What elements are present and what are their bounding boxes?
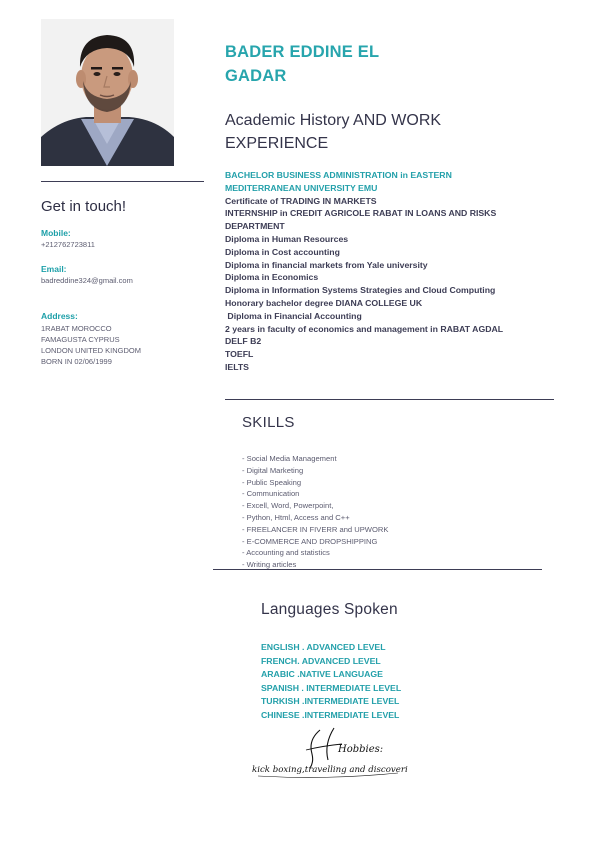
address-line: LONDON UNITED KINGDOM	[41, 346, 142, 355]
history-title: Academic History AND WORK EXPERIENCE	[225, 112, 442, 152]
skills-divider	[213, 569, 542, 570]
language-item: SPANISH . INTERMEDIATE LEVEL	[261, 682, 402, 693]
hobbies-signature	[248, 726, 408, 782]
skill-item: - Communication	[242, 489, 300, 499]
mobile-label: Mobile:	[41, 228, 71, 238]
history-item: TOEFL	[225, 349, 254, 360]
skill-item: - FREELANCER IN FIVERR and UPWORK	[242, 524, 389, 534]
skills-title: SKILLS	[242, 414, 295, 431]
language-item: FRENCH. ADVANCED LEVEL	[261, 655, 381, 666]
skill-item: - Social Media Management	[242, 454, 337, 463]
email-label: Email:	[41, 264, 67, 274]
history-item: Diploma in Human Resources	[225, 233, 349, 244]
address-block	[41, 323, 141, 367]
candidate-name: BADER EDDINE EL GADAR	[225, 43, 379, 85]
history-divider	[225, 399, 554, 400]
history-item: DEPARTMENT	[225, 221, 285, 232]
languages-title: Languages Spoken	[261, 601, 398, 618]
language-item: ENGLISH . ADVANCED LEVEL	[261, 642, 386, 652]
mobile-value: +212762723811	[41, 240, 95, 249]
history-item: Diploma in Economics	[225, 272, 319, 283]
skill-item: - Python, Html, Access and C++	[242, 512, 350, 522]
history-item: Diploma in Financial Accounting	[225, 310, 362, 321]
skill-item: - Public Speaking	[242, 477, 302, 487]
history-item: Diploma in financial markets from Yale university	[225, 259, 428, 270]
skill-item: - Writing articles	[242, 560, 297, 570]
hobbies-title: Hobbies:	[338, 744, 384, 755]
history-item: Diploma in Information Systems Strategies and Cloud Computing	[225, 285, 496, 296]
address-line: FAMAGUSTA CYPRUS	[41, 335, 120, 344]
left-divider	[41, 181, 204, 182]
email-value: badreddine324@gmail.com	[41, 276, 133, 285]
history-item: BACHELOR BUSINESS ADMINISTRATION in EASTERN	[225, 170, 452, 180]
history-item: Certificate of TRADING IN MARKETS	[225, 195, 377, 206]
skills-list	[242, 453, 502, 571]
contact-title: Get in touch!	[41, 198, 127, 215]
languages-list	[261, 641, 521, 722]
skill-item: - Digital Marketing	[242, 465, 304, 475]
language-item: ARABIC .NATIVE LANGUAGE	[261, 669, 383, 679]
history-item: MEDITERRANEAN UNIVERSITY EMU	[225, 182, 378, 193]
language-item: CHINESE .INTERMEDIATE LEVEL	[261, 709, 400, 720]
hobbies-text: kick boxing,travelling and discovering	[252, 765, 408, 775]
profile-photo	[41, 19, 174, 166]
history-item: IELTS	[225, 361, 249, 372]
history-item: Diploma in Cost accounting	[225, 246, 340, 257]
history-list	[225, 169, 560, 374]
language-item: TURKISH .INTERMEDIATE LEVEL	[261, 696, 400, 706]
address-line: BORN IN 02/06/1999	[41, 357, 112, 366]
history-item: 2 years in faculty of economics and management in RABAT AGDAL	[225, 323, 504, 334]
skill-item: - Accounting and statistics	[242, 548, 330, 558]
address-label: Address:	[41, 311, 78, 321]
skill-item: - Excell, Word, Powerpoint,	[242, 501, 334, 511]
history-item: DELF B2	[225, 336, 262, 347]
address-line: 1RABAT MOROCCO	[41, 324, 112, 333]
history-item: INTERNSHIP in CREDIT AGRICOLE RABAT IN LOANS AND RISKS	[225, 208, 497, 219]
skill-item: - E-COMMERCE AND DROPSHIPPING	[242, 536, 378, 546]
history-item: Honorary bachelor degree DIANA COLLEGE UK	[225, 297, 423, 308]
